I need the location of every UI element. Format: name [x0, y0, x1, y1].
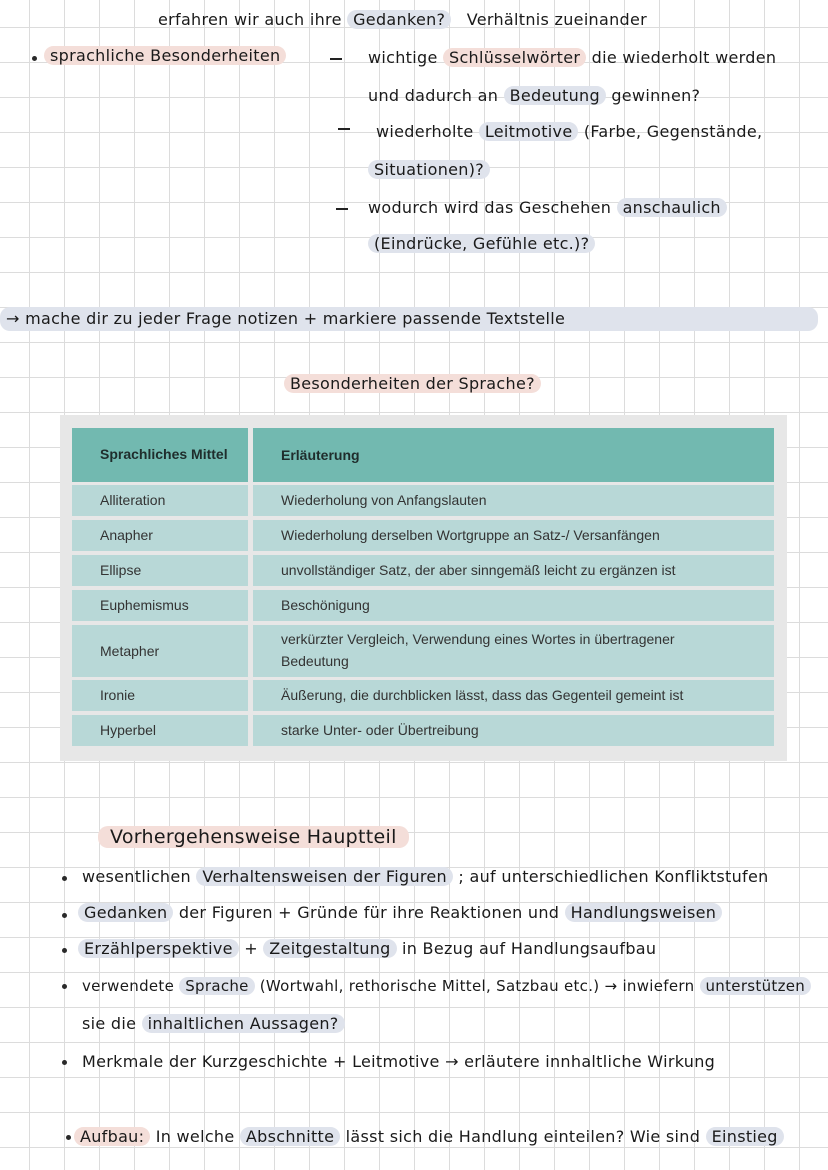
table-cell-term: Ellipse — [72, 555, 248, 586]
table-cell-desc: Wiederholung derselben Wortgruppe an Satz-/ Versanfängen — [253, 520, 774, 551]
bullet-dot — [32, 56, 37, 61]
hauptteil-bullet-4b: sie die inhaltlichen Aussagen? — [82, 1014, 345, 1033]
dash — [338, 128, 350, 130]
note-line-1: erfahren wir auch ihre Gedanken? Verhältnis zueinander — [158, 10, 648, 29]
bullet-dot — [66, 1135, 71, 1140]
table-cell-term: Euphemismus — [72, 590, 248, 621]
table-cell-term: Metapher — [72, 625, 248, 677]
table-header-erlaeuterung: Erläuterung — [253, 428, 774, 482]
hauptteil-bullet-1: wesentlichen Verhaltensweisen der Figuren ; auf unterschiedlichen Konfliktstufen — [82, 867, 769, 886]
table-cell-term: Alliteration — [72, 485, 248, 516]
hauptteil-bullet-3: Erzählperspektive + Zeitgestaltung in Bezug auf Handlungsaufbau — [78, 939, 656, 958]
bullet-dot — [62, 948, 67, 953]
hauptteil-heading: Vorhergehensweise Hauptteil — [98, 826, 409, 848]
note-item-3b: (Eindrücke, Gefühle etc.)? — [368, 234, 595, 253]
bullet-dot — [62, 913, 67, 918]
bullet-dot — [62, 1060, 67, 1065]
note-item-1a: wichtige Schlüsselwörter die wiederholt werden — [368, 48, 777, 67]
hauptteil-bullet-4a: verwendete Sprache (Wortwahl, rethorische Mittel, Satzbau etc.) → inwiefern unterstützen — [82, 977, 811, 995]
table-cell-desc: Wiederholung von Anfangslauten — [253, 485, 774, 516]
table-cell-term: Hyperbel — [72, 715, 248, 746]
note-item-1b: und dadurch an Bedeutung gewinnen? — [368, 86, 701, 105]
table-cell-desc: verkürzter Vergleich, Verwendung eines Wortes in übertragener Bedeutung — [253, 625, 774, 677]
bullet-dot — [62, 984, 67, 989]
dash — [336, 208, 348, 210]
table-cell-desc: Beschönigung — [253, 590, 774, 621]
table-header-mittel: Sprachliches Mittel — [72, 428, 248, 482]
table-cell-desc: unvollständiger Satz, der aber sinngemäß leicht zu ergänzen ist — [253, 555, 774, 586]
table-cell-desc: starke Unter- oder Übertreibung — [253, 715, 774, 746]
table-cell-term: Anapher — [72, 520, 248, 551]
note-item-2a: wiederholte Leitmotive (Farbe, Gegenstände, — [376, 122, 763, 141]
hauptteil-bullet-5: Merkmale der Kurzgeschichte + Leitmotive → erläutere innhaltliche Wirkung — [82, 1052, 716, 1071]
hauptteil-bullet-2: Gedanken der Figuren + Gründe für ihre Reaktionen und Handlungsweisen — [78, 903, 722, 922]
note-item-3a: wodurch wird das Geschehen anschaulich — [368, 198, 727, 217]
table-cell-term: Ironie — [72, 680, 248, 711]
hauptteil-bullet-6: Aufbau: In welche Abschnitte lässt sich die Handlung einteilen? Wie sind Einstieg — [74, 1127, 784, 1146]
bullet-dot — [62, 876, 67, 881]
instruction-text: → mache dir zu jeder Frage notizen + markiere passende Textstelle — [6, 309, 566, 328]
dash — [330, 58, 342, 60]
note-item-2b: Situationen)? — [368, 160, 490, 179]
sprachliche-besonderheiten-label: sprachliche Besonderheiten — [44, 46, 286, 65]
table-cell-desc: Äußerung, die durchblicken lässt, dass das Gegenteil gemeint ist — [253, 680, 774, 711]
section-heading: Besonderheiten der Sprache? — [284, 374, 541, 393]
